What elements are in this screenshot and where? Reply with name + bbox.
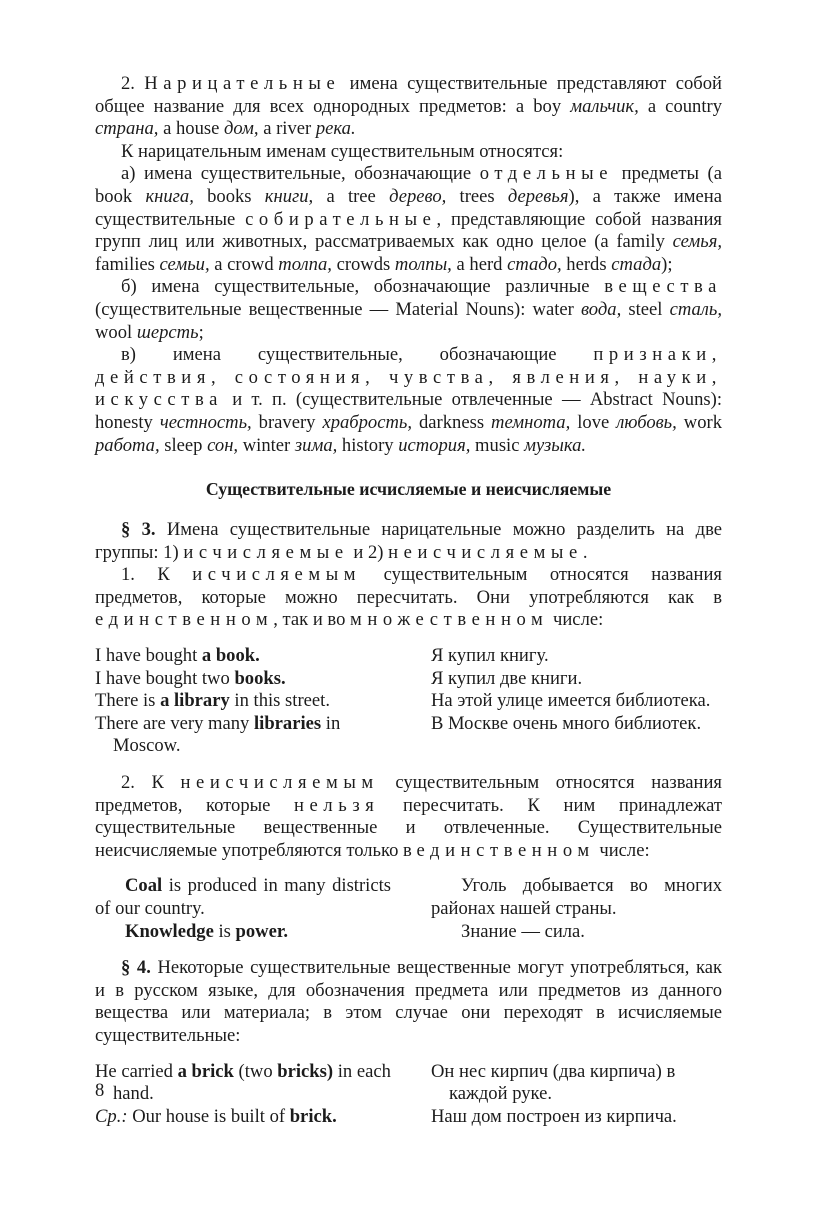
paragraph-uncountable: 2. К неисчисляемым существительным относятся названия предметов, которые нельзя пересчитать. К ним принадлежат существительные вещественные и отвлеченные. Существительные неисчисляемые употребляются только в единственном числе: bbox=[95, 772, 723, 861]
paragraph-section-4: § 4. Некоторые существительные вещественные могут употребляться, как и в русском языке, для обозначения предмета или предметов из данного вещества или материала; в этом случае они переходят в исчисляемые существительные: bbox=[95, 957, 723, 1046]
example-en: Ср.: Our house is built of brick. bbox=[95, 1105, 337, 1127]
paragraph-countable: 1. К исчисляемым существительным относятся названия предметов, которые можно пересчитать. Они употребляются как в единственном, так и во множественном числе: bbox=[95, 564, 722, 631]
page-content bbox=[95, 73, 722, 1142]
example-ru: В Москве очень много библиотек. bbox=[431, 712, 702, 734]
examples-material bbox=[95, 1061, 722, 1129]
paragraph-common-nouns: 2. Нарицательные имена существительные представляют собой общее название для всех однородных предметов: a boy мальчик, a country страна, a house дом, a river река. bbox=[95, 73, 723, 140]
paragraph-item-v: в) имена существительные, обозначающие признаки, действия, состояния, чувства, явления, науки, искусства и т. п. (существительные отвлеченные — Abstract Nouns): honesty честность, bravery храбрость, darkness темнота, love любовь, work работа, sleep сон, winter зима, history история, music музыка. bbox=[95, 344, 722, 456]
example-en: I have bought a book. bbox=[95, 645, 260, 667]
example-en: He carried a brick (two bricks) in each hand. bbox=[95, 1060, 391, 1105]
paragraph-section-3: § 3. Имена существительные нарицательные можно разделить на две группы: 1) исчисляемые и 2) неисчисляемые. bbox=[95, 519, 722, 563]
example-ru: Он нес кирпич (два кирпича) в каждой руке. bbox=[431, 1060, 676, 1105]
paragraph-intro-list: К нарицательным именам существительным относятся: bbox=[121, 140, 564, 162]
example-en: I have bought two books. bbox=[95, 667, 286, 689]
examples-uncountable bbox=[95, 875, 722, 943]
example-en: Knowledge is power. bbox=[125, 920, 289, 942]
example-ru: Я купил две книги. bbox=[431, 667, 583, 689]
example-ru: На этой улице имеется библиотека. bbox=[431, 690, 711, 712]
page-number: 8 bbox=[95, 1080, 105, 1101]
example-en: There are very many libraries in Moscow. bbox=[95, 712, 341, 757]
section-heading: Существительные исчисляемые и неисчисляемые bbox=[205, 479, 612, 500]
paragraph-item-b: б) имена существительные, обозначающие различные вещества (существительные вещественные — Material Nouns): water вода, steel сталь, wool шерсть; bbox=[95, 276, 723, 343]
example-ru: Уголь добывается во многих районах нашей страны. bbox=[431, 875, 722, 919]
paragraph-item-a: а) имена существительные, обозначающие отдельные предметы (a book книга, books книги, a tree дерево, trees деревья), а также имена существительные собирательные, представляющие собой названия групп лиц или животных, рассматриваемых как одно целое (a family семья, families семьи, a crowd толпа, crowds толпы, a herd стадо, herds стада); bbox=[95, 163, 722, 275]
example-ru: Знание — сила. bbox=[461, 920, 585, 942]
example-ru: Я купил книгу. bbox=[431, 645, 549, 667]
example-en: Coal is produced in many districts of our country. bbox=[95, 875, 391, 919]
example-ru: Наш дом построен из кирпича. bbox=[431, 1105, 677, 1127]
example-en: There is a library in this street. bbox=[95, 690, 330, 712]
examples-countable bbox=[95, 645, 722, 758]
